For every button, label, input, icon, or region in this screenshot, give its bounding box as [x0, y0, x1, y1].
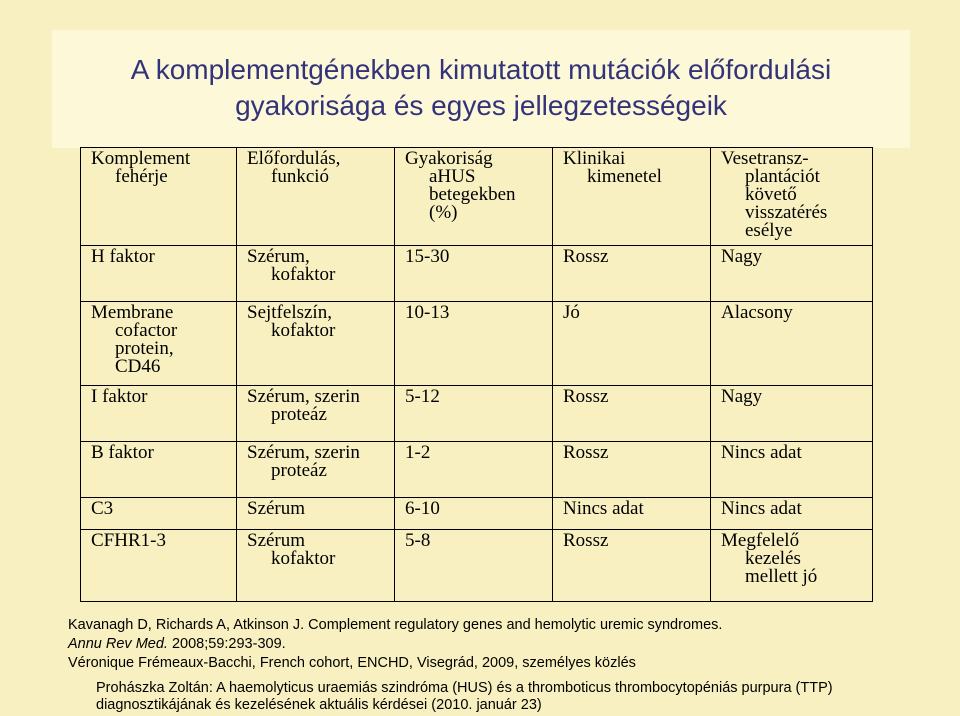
cell-occurrence: [237, 302, 395, 386]
reference-2: Véronique Frémeaux-Bacchi, French cohort, ENCHD, Visegrád, 2009, személyes közlés: [68, 655, 636, 671]
references: [68, 616, 722, 673]
cell-protein: [81, 442, 237, 498]
cell-occurrence-line: Szérum, szerin: [247, 442, 360, 463]
header-frequency-line: betegekben: [429, 184, 516, 205]
cell-outcome: [553, 246, 711, 302]
cell-protein-line: cofactor: [115, 320, 178, 341]
reference-1: [68, 616, 722, 635]
cell-protein-line: C3: [91, 498, 114, 519]
cell-protein-line: CD46: [115, 356, 161, 377]
cell-outcome: [553, 302, 711, 386]
header-frequency-line: Gyakoriság: [405, 148, 493, 169]
cell-protein-line: I faktor: [91, 386, 148, 407]
cell-protein: [81, 246, 237, 302]
table-body: [81, 148, 873, 602]
cell-outcome-line: Rossz: [563, 246, 609, 267]
header-outcome: [553, 148, 711, 246]
cell-recurrence-line: kezelés: [745, 548, 801, 569]
header-occurrence: [237, 148, 395, 246]
cell-frequency-line: 6-10: [405, 498, 440, 519]
table-row: [81, 498, 873, 530]
cell-frequency-line: 5-12: [405, 386, 440, 407]
cell-frequency-line: 10-13: [405, 302, 450, 323]
cell-recurrence-line: Megfelelő: [721, 530, 800, 551]
cell-outcome: [553, 498, 711, 530]
cell-occurrence-line: proteáz: [271, 460, 327, 481]
cell-recurrence-line: mellett jó: [745, 566, 818, 587]
cell-outcome-line: Rossz: [563, 386, 609, 407]
cell-frequency: [395, 530, 553, 602]
header-recurrence-line: plantációt: [745, 166, 820, 187]
header-frequency-line: aHUS: [429, 166, 476, 187]
header-recurrence-line: követő: [745, 184, 797, 205]
cell-outcome: [553, 530, 711, 602]
table-row: [81, 302, 873, 386]
header-protein-line: fehérje: [115, 166, 168, 187]
cell-protein-line: Membrane: [91, 302, 174, 323]
cell-occurrence-line: Sejtfelszín,: [247, 302, 332, 323]
cell-occurrence-line: kofaktor: [271, 548, 336, 569]
table-header-row: [81, 148, 873, 246]
cell-occurrence-line: kofaktor: [271, 264, 336, 285]
header-recurrence-line: visszatérés: [745, 202, 828, 223]
cell-frequency-line: 1-2: [405, 442, 431, 463]
cell-occurrence: [237, 498, 395, 530]
mutation-table: [80, 147, 873, 602]
cell-outcome-line: Jó: [563, 302, 580, 323]
cell-recurrence: [711, 302, 873, 386]
cell-recurrence-line: Nincs adat: [721, 498, 802, 519]
cell-occurrence: [237, 246, 395, 302]
cell-recurrence: [711, 442, 873, 498]
cell-frequency: [395, 442, 553, 498]
cell-occurrence-line: kofaktor: [271, 320, 336, 341]
cell-frequency: [395, 386, 553, 442]
cell-outcome: [553, 442, 711, 498]
table-row: [81, 246, 873, 302]
footer-line-2: diagnosztikájának és kezelésének aktuális kérdései (2010. január 23): [96, 697, 542, 713]
footer: [96, 680, 833, 714]
cell-recurrence: [711, 530, 873, 602]
slide-title: [52, 52, 910, 124]
cell-frequency-line: 5-8: [405, 530, 431, 551]
cell-recurrence-line: Alacsony: [721, 302, 793, 323]
cell-recurrence-line: Nagy: [721, 386, 763, 407]
cell-outcome-line: Rossz: [563, 442, 609, 463]
header-outcome-line: kimenetel: [587, 166, 662, 187]
cell-protein: [81, 302, 237, 386]
cell-occurrence-line: Szérum, szerin: [247, 386, 360, 407]
cell-protein-line: protein,: [115, 338, 174, 359]
cell-protein: [81, 498, 237, 530]
reference-1-authors: Kavanagh D, Richards A, Atkinson J. Complement regulatory genes and hemolytic uremic syndromes.: [68, 617, 723, 633]
cell-occurrence-line: proteáz: [271, 404, 327, 425]
header-protein: [81, 148, 237, 246]
cell-recurrence: [711, 386, 873, 442]
cell-occurrence: [237, 530, 395, 602]
footer-line-1: Prohászka Zoltán: A haemolyticus uraemiás szindróma (HUS) és a thromboticus thrombocytopéniás purpura (TTP): [96, 680, 833, 696]
table-row: [81, 530, 873, 602]
header-occurrence-line: Előfordulás,: [247, 148, 341, 169]
reference-1-journal: Annu Rev Med.: [68, 636, 168, 652]
reference-1-details: 2008;59:293-309.: [167, 636, 286, 652]
header-occurrence-line: funkció: [271, 166, 330, 187]
cell-frequency-line: 15-30: [405, 246, 450, 267]
cell-protein: [81, 530, 237, 602]
cell-recurrence: [711, 246, 873, 302]
cell-protein: [81, 386, 237, 442]
cell-occurrence: [237, 386, 395, 442]
cell-recurrence: [711, 498, 873, 530]
cell-frequency: [395, 246, 553, 302]
header-frequency-line: (%): [429, 202, 458, 223]
title-line-2: gyakorisága és egyes jellegzetességeik: [235, 90, 727, 121]
header-outcome-line: Klinikai: [563, 148, 626, 169]
cell-outcome-line: Nincs adat: [563, 498, 644, 519]
header-frequency: [395, 148, 553, 246]
cell-recurrence-line: Nincs adat: [721, 442, 802, 463]
cell-protein-line: CFHR1-3: [91, 530, 166, 551]
cell-occurrence-line: Szérum,: [247, 246, 310, 267]
cell-outcome-line: Rossz: [563, 530, 609, 551]
table-row: [81, 386, 873, 442]
title-line-1: A komplementgénekben kimutatott mutációk előfordulási: [130, 54, 832, 85]
table-row: [81, 442, 873, 498]
cell-outcome: [553, 386, 711, 442]
header-protein-line: Komplement: [91, 148, 191, 169]
cell-occurrence: [237, 442, 395, 498]
cell-frequency: [395, 302, 553, 386]
cell-protein-line: B faktor: [91, 442, 154, 463]
header-recurrence-line: Vesetransz-: [721, 148, 809, 169]
cell-protein-line: H faktor: [91, 246, 155, 267]
header-recurrence-line: esélye: [745, 220, 793, 241]
cell-recurrence-line: Nagy: [721, 246, 763, 267]
cell-occurrence-line: Szérum: [247, 498, 306, 519]
cell-frequency: [395, 498, 553, 530]
cell-occurrence-line: Szérum: [247, 530, 306, 551]
header-recurrence: [711, 148, 873, 246]
reference-1-source: [68, 635, 722, 654]
